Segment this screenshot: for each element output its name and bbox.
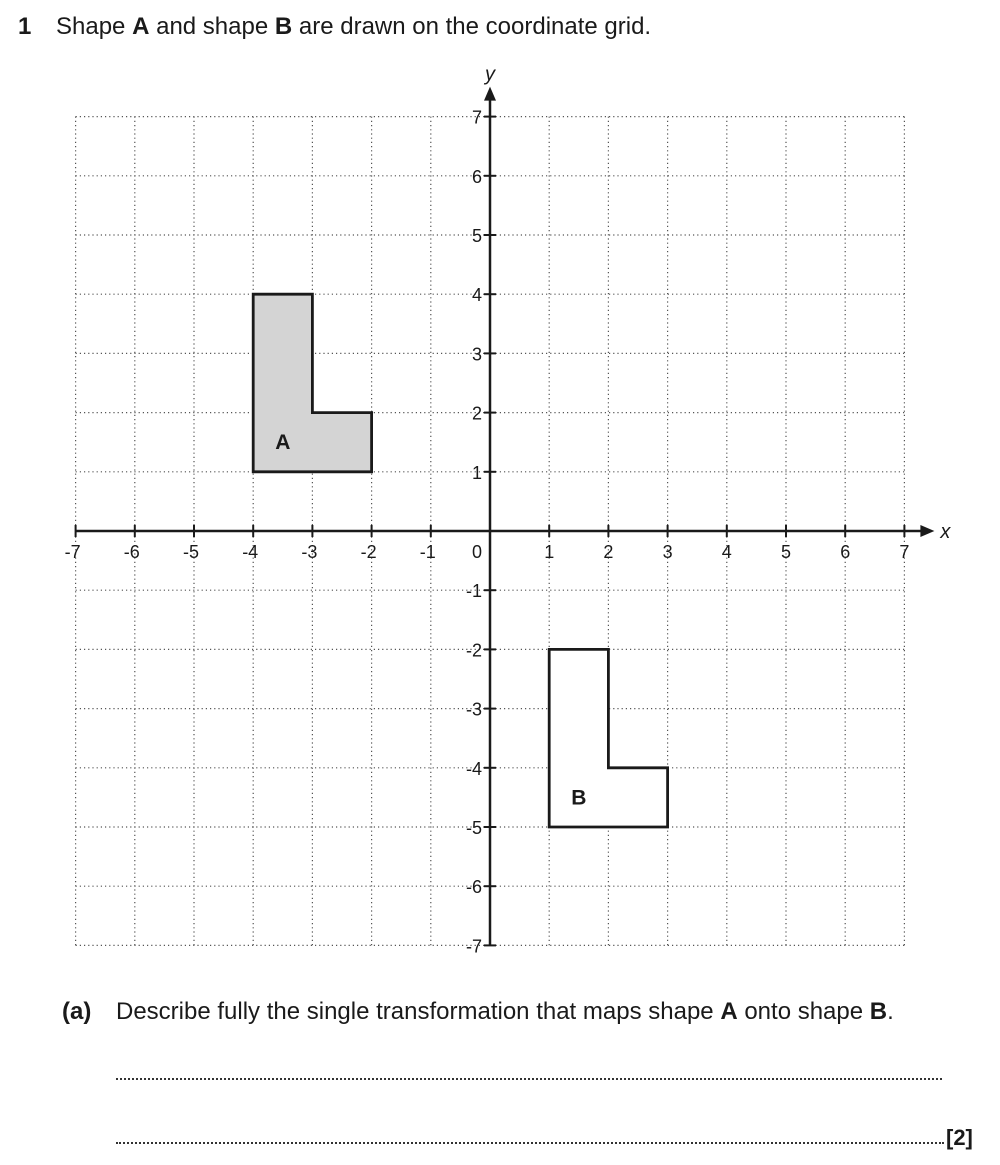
y-tick-label: -3: [465, 699, 482, 720]
part-a-text-3: .: [887, 998, 894, 1025]
x-tick-label: -1: [419, 542, 436, 562]
answer-line-2[interactable]: [116, 1142, 944, 1144]
x-tick-label: 1: [544, 542, 555, 562]
part-a-shape-a: A: [720, 998, 738, 1025]
prompt-text-2: and shape: [149, 13, 275, 40]
y-tick-label: -5: [465, 818, 482, 838]
y-tick-label: -2: [465, 640, 482, 661]
y-tick-label: -6: [465, 877, 482, 898]
y-tick-label: 6: [471, 166, 482, 187]
x-tick-label: -6: [123, 542, 140, 562]
x-axis-label: x: [940, 521, 951, 543]
x-tick-label: 2: [603, 542, 614, 562]
x-tick-label: -5: [182, 542, 200, 562]
x-axis-arrowhead: [920, 525, 934, 537]
y-tick-label: -4: [465, 758, 482, 779]
x-tick-label: 7: [899, 542, 910, 562]
x-tick-label: -3: [301, 542, 318, 562]
x-tick-label: 5: [780, 542, 792, 562]
prompt-text-3: are drawn on the coordinate grid.: [292, 13, 652, 40]
marks-label: [2]: [946, 1125, 973, 1150]
shape-a: [253, 294, 371, 472]
y-axis-arrowhead: [484, 87, 496, 101]
y-tick-label: 1: [471, 462, 482, 483]
prompt-shape-b: B: [274, 13, 293, 40]
answer-line-1[interactable]: [116, 1078, 942, 1080]
y-tick-label: 7: [471, 107, 482, 128]
y-tick-label: 5: [471, 226, 482, 246]
x-tick-label: 3: [662, 542, 673, 562]
x-tick-label: -4: [242, 542, 259, 562]
part-a-text-1: Describe fully the single transformation that maps shape: [116, 998, 721, 1025]
axes-layer: [76, 87, 935, 946]
x-tick-label: 4: [721, 542, 732, 562]
x-tick-label: -2: [360, 542, 377, 562]
y-tick-label: 3: [471, 344, 482, 365]
shape-label-b: B: [571, 786, 587, 810]
shape-b: [549, 649, 667, 827]
prompt-shape-a: A: [132, 13, 150, 40]
part-a-text-2: onto shape: [737, 998, 870, 1025]
y-axis-label: y: [485, 63, 495, 86]
part-a-shape-b: B: [869, 998, 888, 1025]
shape-label-a: A: [275, 431, 291, 455]
x-tick-label: -7: [64, 542, 81, 562]
origin-label: 0: [471, 542, 483, 562]
y-tick-label: 4: [471, 285, 482, 306]
y-tick-label: -1: [465, 581, 482, 602]
y-tick-label: 2: [471, 403, 482, 424]
part-a-label: (a): [62, 998, 92, 1025]
question-number: 1: [18, 13, 32, 40]
y-tick-label: -7: [465, 936, 482, 957]
part-a-prompt: [62, 997, 894, 1027]
x-tick-label: 6: [840, 542, 851, 562]
labels-layer: [65, 64, 952, 957]
prompt-text-1: Shape: [56, 13, 133, 40]
